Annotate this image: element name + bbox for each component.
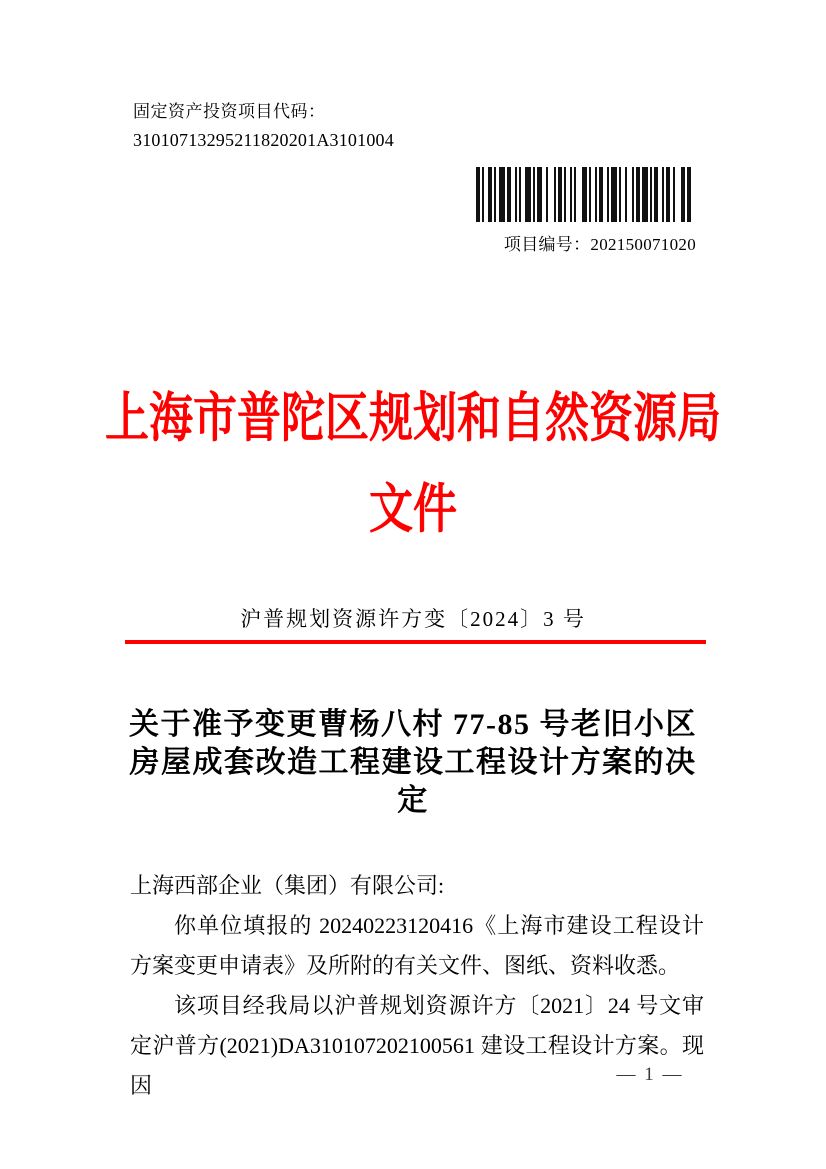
agency-title-line1-text: 上海市普陀区规划和自然资源局 [105,388,721,449]
paragraph-1: 你单位填报的 20240223120416《上海市建设工程设计方案变更申请表》及所附的有关文件、图纸、资料收悉。 [130,913,704,978]
project-number [474,230,696,255]
project-code-label: 固定资产投资项目代码： [133,102,326,121]
agency-title-line2-text: 文件 [369,479,457,540]
document-title-line2: 房屋成套改造工程建设工程设计方案的决 [129,746,697,779]
barcode-image [476,167,691,222]
document-title-line3: 定 [397,784,429,817]
agency-title-line2 [0,479,826,540]
project-number-value: 202150071020 [590,235,696,254]
salutation: 上海西部企业（集团）有限公司: [130,873,445,898]
project-code-block [133,97,394,155]
red-divider-rule [125,640,706,644]
project-code-value: 31010713295211820201A3101004 [133,130,394,150]
agency-title-line1 [0,388,826,449]
paragraph-2: 该项目经我局以沪普规划资源许方〔2021〕24 号文审定沪普方(2021)DA310107202100561 建设工程设计方案。现因 [130,993,704,1098]
project-number-label: 项目编号： [503,235,591,254]
document-title [0,706,826,820]
barcode-block [474,167,696,255]
document-title-line1: 关于准予变更曹杨八村 77-85 号老旧小区 [129,708,697,741]
doc-number: 沪普规划资源许方变〔2024〕3 号 [240,607,586,631]
page-number: — 1 — [616,1064,684,1085]
